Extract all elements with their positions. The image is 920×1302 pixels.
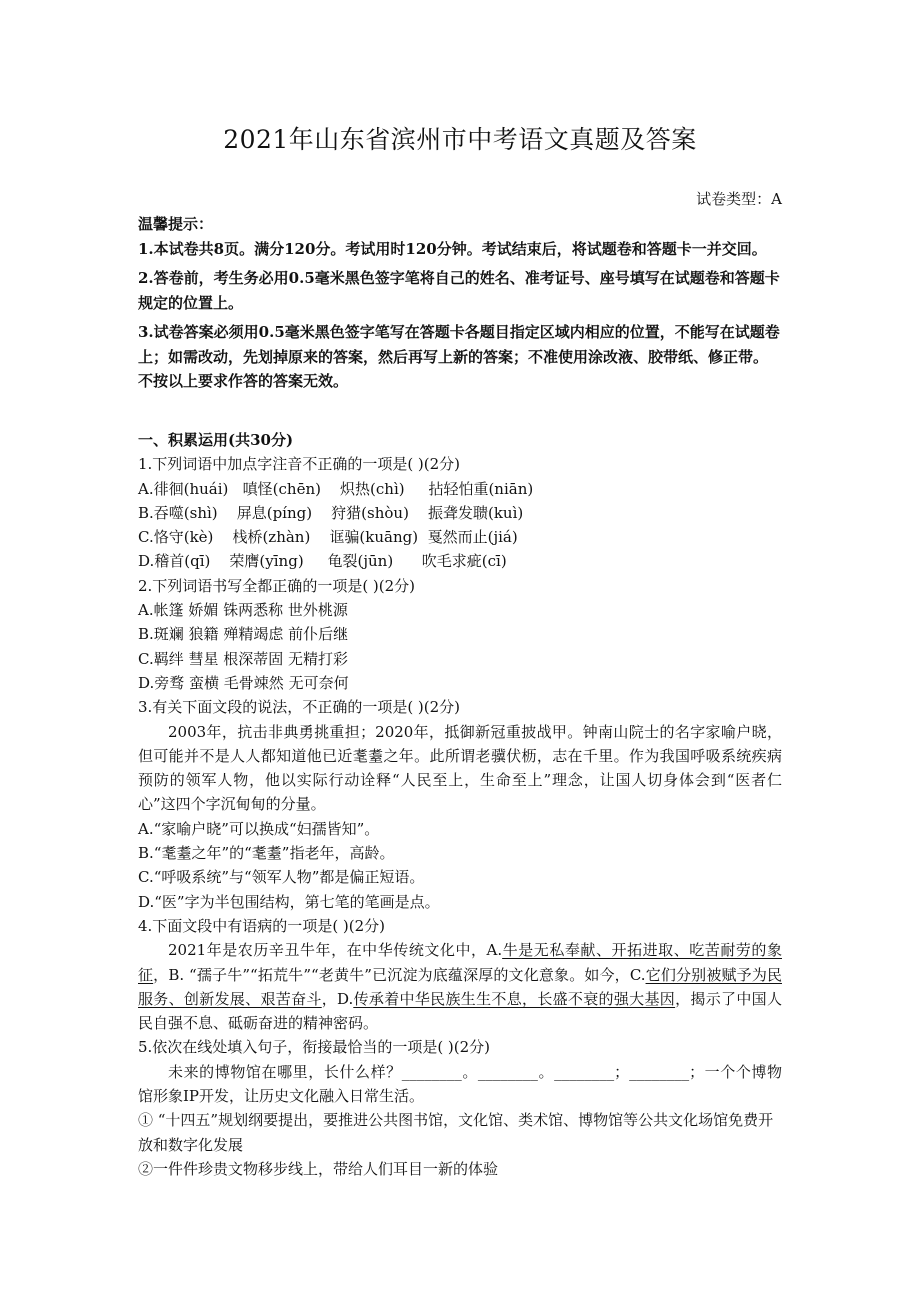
question-option: C.“呼吸系统”与“领军人物”都是偏正短语。 bbox=[138, 868, 425, 887]
option-label: D. bbox=[337, 989, 354, 1008]
question-passage: 未来的博物馆在哪里，长什么样？________。________。________；________；一个个博物馆形象IP开发，让历史文化融入日常生活。 bbox=[138, 1062, 782, 1106]
page-title: 2021年山东省滨州市中考语文真题及答案 bbox=[223, 125, 697, 154]
passage-text: 2021年是农历辛丑牛年，在中华传统文化中， bbox=[168, 941, 487, 960]
option-label: A. bbox=[486, 941, 503, 960]
question-option: A.“家喻户晓”可以换成“妇孺皆知”。 bbox=[138, 819, 380, 838]
notice-block bbox=[138, 212, 782, 394]
question-option: A.帐篷 娇媚 铢两悉称 世外桃源 bbox=[138, 601, 348, 620]
notice-item: 2.答卷前，考生务必用0.5毫米黑色签字笔将自己的姓名、准考证号、座号填写在试题卷和答题卡规定的位置上。 bbox=[138, 269, 780, 312]
question-stem: 4.下面文段中有语病的一项是( )(2分) bbox=[138, 916, 386, 935]
underlined-option-c: 它们分别被赋予为民服务、创新发展、艰苦奋斗 bbox=[138, 965, 782, 1008]
question-option: C.恪守(kè) 栈桥(zhàn) 诓骗(kuāng) 戛然而止(jiá) bbox=[138, 528, 518, 547]
question-option: A.徘徊(huái) 嗔怪(chēn) 炽热(chì) 拈轻怕重(niān) bbox=[138, 479, 534, 498]
question-option: D.稽首(qī) 荣膺(yīng) 龟裂(jūn) 吹毛求疵(cī) bbox=[138, 552, 507, 571]
question-item: ②一件件珍贵文物移步线上，带给人们耳目一新的体验 bbox=[138, 1159, 499, 1178]
question-stem: 3.有关下面文段的说法，不正确的一项是( )(2分) bbox=[138, 698, 461, 717]
question-option: B.吞噬(shì) 屏息(píng) 狩猎(shòu) 振聋发聩(kuì) bbox=[138, 503, 524, 522]
question-option: D.“医”字为半包围结构，第七笔的笔画是点。 bbox=[138, 892, 440, 911]
exam-body bbox=[138, 428, 782, 1181]
option-label: C. bbox=[629, 965, 646, 984]
question-passage bbox=[138, 938, 782, 1035]
underlined-option-d: 传承着中华民族生生不息，长盛不衰的强大基因 bbox=[353, 989, 676, 1008]
question-stem: 5.依次在线处填入句子，衔接最恰当的一项是( )(2分) bbox=[138, 1038, 491, 1057]
question-option: B.“耄耋之年”的“耄耋”指老年，高龄。 bbox=[138, 844, 395, 863]
notice-heading: 温馨提示： bbox=[138, 215, 214, 233]
question-passage: 2003年，抗击非典勇挑重担；2020年，抵御新冠重披战甲。钟南山院士的名字家喻户晓，但可能并不是人人都知道他已近耄耋之年。此所谓老骥伏枥，志在千里。作为我国呼吸系统疾病预防的领军人物，他以实际行动诠释“人民至上，生命至上”理念，让国人切身体会到“医者仁心”这四个字沉甸甸的分量。 bbox=[138, 722, 782, 814]
question-stem: 1.下列词语中加点字注音不正确的一项是( )(2分) bbox=[138, 455, 461, 474]
passage-text: ，揭示了中国人民自强不息、砥砺奋进的精神密码。 bbox=[138, 989, 782, 1033]
notice-item: 1.本试卷共8页。满分120分。考试用时120分钟。考试结束后，将试题卷和答题卡一并交回。 bbox=[138, 239, 767, 258]
question-item: ① “十四五”规划纲要提出，要推进公共图书馆，文化馆、类术馆、博物馆等公共文化场馆免费开放和数字化发展 bbox=[138, 1111, 774, 1154]
question-option: C.羁绊 彗星 根深蒂固 无精打彩 bbox=[138, 649, 349, 668]
passage-text: ， bbox=[321, 989, 338, 1008]
underlined-option-a: 牛是无私奉献、开拓进取、吃苦耐劳的象征 bbox=[138, 941, 782, 984]
notice-item: 3.试卷答案必须用0.5毫米黑色签字笔写在答题卡各题目指定区域内相应的位置，不能写在试题卷上；如需改动，先划掉原来的答案，然后再写上新的答案；不准使用涂改液、胶带纸、修正带。不按以上要求作答的答案无效。 bbox=[138, 323, 780, 390]
passage-text: ，B. “孺子牛”“拓荒牛”“老黄牛”已沉淀为底蕴深厚的文化意象。如今， bbox=[153, 965, 630, 984]
question-option: D.旁骛 蛮横 毛骨竦然 无可奈何 bbox=[138, 673, 349, 692]
section-heading: 一、积累运用(共30分) bbox=[138, 431, 294, 449]
paper-type-label: 试卷类型：A bbox=[696, 190, 782, 208]
question-stem: 2.下列词语书写全都正确的一项是( )(2分) bbox=[138, 576, 416, 595]
question-option: B.斑斓 狼籍 殚精竭虑 前仆后继 bbox=[138, 625, 349, 644]
